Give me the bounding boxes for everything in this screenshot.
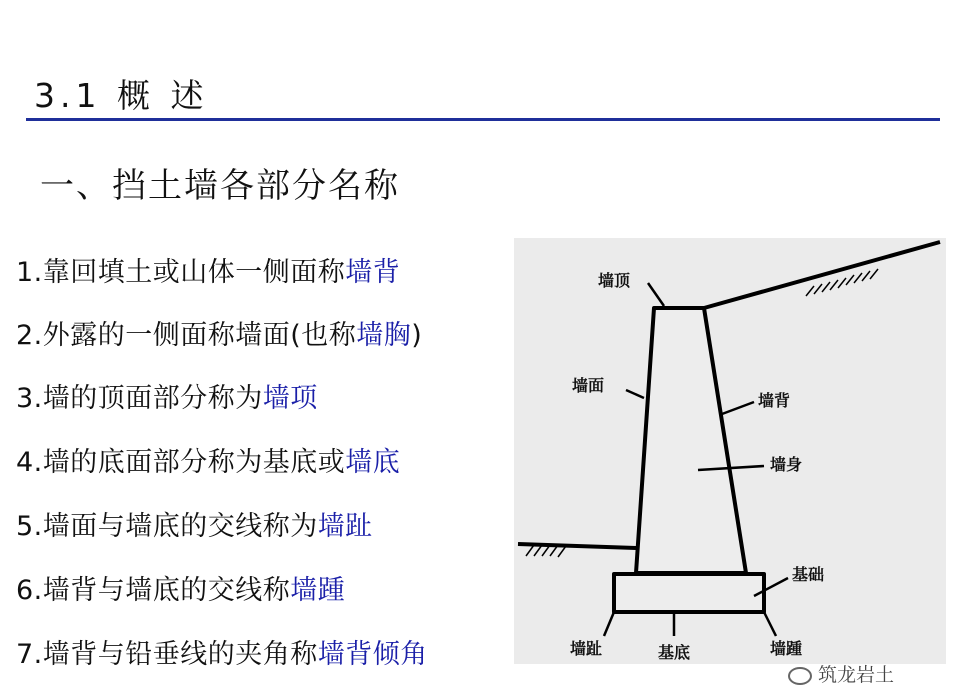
label-body: 墙身 bbox=[770, 455, 803, 474]
item-text: 2.外露的一侧面称墙面(也称 bbox=[16, 320, 357, 351]
list-item bbox=[16, 440, 400, 479]
item-suffix: ) bbox=[411, 320, 423, 351]
item-term: 墙背 bbox=[345, 257, 401, 288]
item-term: 墙踵 bbox=[290, 575, 346, 606]
list-item bbox=[16, 632, 428, 671]
list-item bbox=[16, 313, 422, 352]
item-text: 3.墙的顶面部分称为 bbox=[16, 383, 263, 414]
item-term: 墙胸 bbox=[356, 320, 412, 351]
label-foundation: 基础 bbox=[792, 565, 825, 584]
item-text: 4.墙的底面部分称为基底或 bbox=[16, 447, 346, 478]
item-text: 7.墙背与铅垂线的夹角称 bbox=[16, 639, 318, 670]
item-text: 1.靠回填土或山体一侧面称 bbox=[16, 257, 346, 288]
item-text: 6.墙背与墙底的交线称 bbox=[16, 575, 291, 606]
slide-subtitle: 一、挡土墙各部分名称 bbox=[40, 166, 400, 206]
label-back: 墙背 bbox=[758, 391, 791, 410]
item-term: 墙趾 bbox=[317, 511, 373, 542]
item-term: 墙背倾角 bbox=[317, 639, 428, 670]
label-base: 基底 bbox=[658, 643, 691, 662]
label-top: 墙顶 bbox=[598, 271, 631, 290]
wechat-icon bbox=[788, 667, 812, 685]
list-item bbox=[16, 376, 318, 415]
watermark-text: 筑龙岩土 bbox=[818, 664, 895, 686]
list-item bbox=[16, 568, 345, 607]
label-toe: 墙趾 bbox=[570, 639, 603, 658]
item-term: 墙项 bbox=[262, 383, 318, 414]
item-term: 墙底 bbox=[345, 447, 401, 478]
watermark bbox=[788, 660, 894, 687]
list-item bbox=[16, 250, 400, 289]
section-title: 3.1 概 述 bbox=[34, 76, 209, 115]
item-text: 5.墙面与墙底的交线称为 bbox=[16, 511, 318, 542]
list-item bbox=[16, 504, 373, 543]
title-rule bbox=[26, 118, 940, 121]
wall-foundation bbox=[614, 574, 764, 612]
label-heel: 墙踵 bbox=[770, 639, 803, 658]
label-face: 墙面 bbox=[572, 376, 605, 395]
retaining-wall-diagram bbox=[514, 238, 946, 664]
